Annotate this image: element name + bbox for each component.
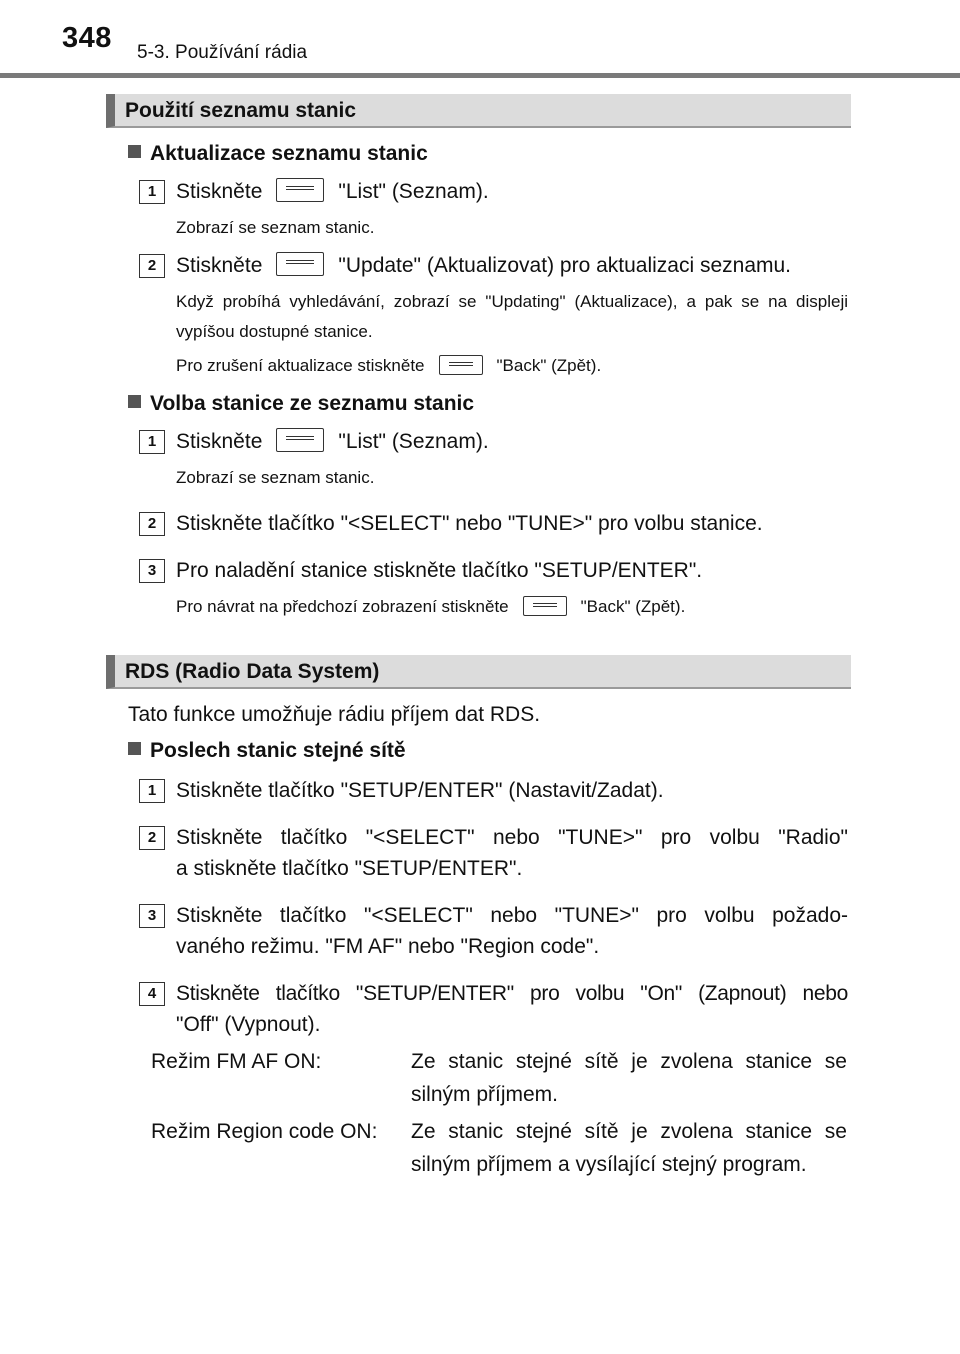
step-number: 1 — [139, 430, 165, 454]
step-number: 2 — [139, 826, 165, 850]
step-text: Stiskněte "List" (Seznam). — [176, 180, 489, 203]
step-text: Stiskněte tlačítko "SETUP/ENTER" (Nastavit/Zadat). — [176, 779, 664, 802]
step-number: 4 — [139, 982, 165, 1006]
step-note: Pro návrat na předchozí zobrazení stiskněte "Back" (Zpět). — [176, 597, 686, 616]
step-note: Pro zrušení aktualizace stiskněte "Back" (Zpět). — [176, 356, 602, 375]
section-intro: Tato funkce umožňuje rádiu příjem dat RDS. — [128, 703, 541, 726]
subheading-update-list: Aktualizace seznamu stanic — [128, 142, 428, 166]
section-heading-station-list — [106, 94, 851, 128]
step-text: Stiskněte "Update" (Aktualizovat) pro aktualizaci seznamu. — [176, 254, 792, 277]
step-text-line: "Off" (Vypnout). — [176, 1013, 321, 1036]
screen-button-icon — [276, 178, 324, 202]
definition-term: Režim FM AF ON: — [151, 1050, 322, 1073]
square-bullet-icon — [128, 145, 141, 158]
screen-button-icon — [276, 252, 324, 276]
step-number: 2 — [139, 254, 165, 278]
step-note: Zobrazí se seznam stanic. — [176, 218, 375, 237]
step-text-line: Stiskněte tlačítko "SETUP/ENTER" pro volbu "On" (Zapnout) nebo — [176, 982, 848, 1005]
definition-description: Ze stanic stejné sítě je zvolena stanice se silným příjmem. — [411, 1050, 847, 1106]
page-number: 348 — [62, 22, 112, 54]
square-bullet-icon — [128, 395, 141, 408]
back-button-icon — [523, 596, 567, 616]
step-number: 1 — [139, 180, 165, 204]
step-number: 2 — [139, 512, 165, 536]
step-text-line: Stiskněte tlačítko "<SELECT" nebo "TUNE>" pro volbu "Radio" — [176, 826, 848, 849]
definition-description: Ze stanic stejné sítě je zvolena stanice se silným příjmem a vysílající stejný program. — [411, 1120, 847, 1176]
step-number: 3 — [139, 559, 165, 583]
step-note: Zobrazí se seznam stanic. — [176, 468, 375, 487]
step-text-line: a stiskněte tlačítko "SETUP/ENTER". — [176, 857, 523, 880]
square-bullet-icon — [128, 742, 141, 755]
header-rule — [0, 73, 960, 78]
step-text-line: vaného režimu. "FM AF" nebo "Region code". — [176, 935, 600, 958]
subheading-select-station: Volba stanice ze seznamu stanic — [128, 392, 474, 416]
step-text-line: Stiskněte tlačítko "<SELECT" nebo "TUNE>" pro volbu požado- — [176, 904, 848, 927]
subheading-same-network: Poslech stanic stejné sítě — [128, 739, 406, 763]
chapter-title: 5-3. Používání rádia — [137, 42, 308, 63]
screen-button-icon — [276, 428, 324, 452]
step-text: Pro naladění stanice stiskněte tlačítko "SETUP/ENTER". — [176, 559, 703, 582]
step-number: 1 — [139, 779, 165, 803]
step-note: Když probíhá vyhledávání, zobrazí se "Updating" (Aktualizace), a pak se na displeji vypíšou dostupné stanice. — [176, 292, 848, 341]
step-number: 3 — [139, 904, 165, 928]
section-title: Použití seznamu stanic — [125, 99, 357, 122]
section-heading-rds — [106, 655, 851, 689]
definition-term: Režim Region code ON: — [151, 1120, 378, 1143]
step-text: Stiskněte "List" (Seznam). — [176, 430, 489, 453]
back-button-icon — [439, 355, 483, 375]
step-text: Stiskněte tlačítko "<SELECT" nebo "TUNE>" pro volbu stanice. — [176, 512, 763, 535]
section-title: RDS (Radio Data System) — [125, 660, 380, 683]
